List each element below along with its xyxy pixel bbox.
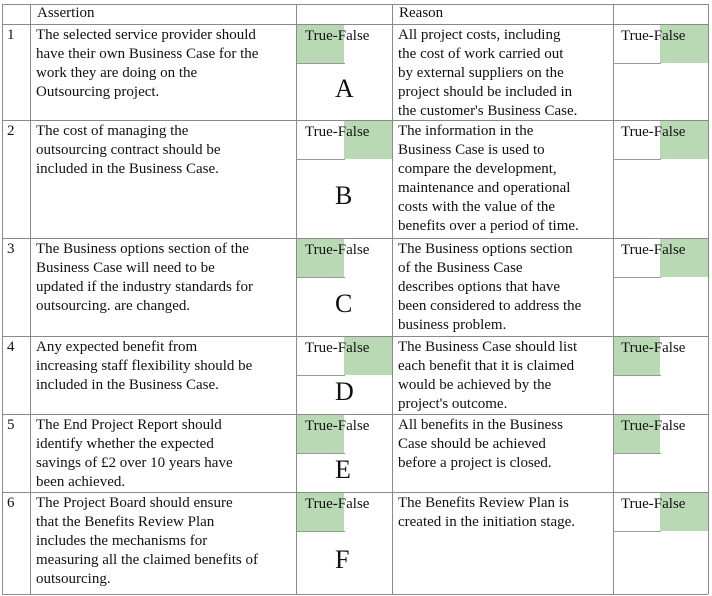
false-option[interactable]: False xyxy=(653,418,686,434)
false-option[interactable]: False xyxy=(653,124,686,140)
option-separator: - xyxy=(332,418,338,434)
statement-letter: F xyxy=(335,545,350,574)
reason-line: Case should be achieved xyxy=(398,436,546,452)
true-option[interactable]: True xyxy=(621,242,649,258)
true-false-label xyxy=(621,27,712,46)
reason-line: the customer's Business Case. xyxy=(398,103,578,119)
true-option[interactable]: True xyxy=(305,28,333,44)
true-option[interactable]: True xyxy=(305,418,333,434)
assertion-true-false-choice[interactable] xyxy=(297,337,392,375)
true-false-label xyxy=(305,417,400,436)
option-separator: - xyxy=(332,242,338,258)
reason-text xyxy=(398,494,612,532)
assertion-text xyxy=(36,494,295,589)
assertion-line: been achieved. xyxy=(36,474,126,490)
assertion-true-false-choice[interactable] xyxy=(297,239,392,277)
reason-line: The Business options section xyxy=(398,241,573,257)
true-option[interactable]: True xyxy=(621,124,649,140)
false-option[interactable]: False xyxy=(337,28,370,44)
false-option[interactable]: False xyxy=(337,124,370,140)
header-assertion: Assertion xyxy=(37,5,95,21)
assertion-true-false-choice[interactable] xyxy=(297,25,392,63)
reason-true-false-choice[interactable] xyxy=(614,337,708,375)
assertion-line: Business Case will need to be xyxy=(36,260,215,276)
assertion-line: Outsourcing project. xyxy=(36,84,160,100)
true-option[interactable]: True xyxy=(621,418,649,434)
reason-line: before a project is closed. xyxy=(398,455,552,471)
assertion-line: The cost of managing the xyxy=(36,123,189,139)
reason-line: The Benefits Review Plan is xyxy=(398,495,569,511)
reason-true-false-choice[interactable] xyxy=(614,493,708,531)
reason-line: been considered to address the xyxy=(398,298,582,314)
true-option[interactable]: True xyxy=(305,124,333,140)
assertion-true-false-choice[interactable] xyxy=(297,493,392,531)
true-false-label xyxy=(621,495,712,514)
statement-letter: E xyxy=(335,455,351,484)
assertion-text xyxy=(36,26,295,102)
true-false-label xyxy=(305,123,400,142)
row-number: 1 xyxy=(7,27,15,43)
choice-divider xyxy=(614,159,661,160)
assertion-line: Any expected benefit from xyxy=(36,339,198,355)
assertion-line: included in the Business Case. xyxy=(36,161,219,177)
reason-text xyxy=(398,338,612,414)
true-false-label xyxy=(305,241,400,260)
assertion-line: The Business options section of the xyxy=(36,241,249,257)
choice-divider xyxy=(297,531,345,532)
reason-line: of the Business Case xyxy=(398,260,523,276)
false-option[interactable]: False xyxy=(653,340,686,356)
choice-divider xyxy=(614,531,661,532)
reason-line: maintenance and operational xyxy=(398,180,571,196)
reason-line: Business Case is used to xyxy=(398,142,545,158)
row-number: 3 xyxy=(7,241,15,257)
assertion-line: The Project Board should ensure xyxy=(36,495,233,511)
option-separator: - xyxy=(648,340,654,356)
choice-divider xyxy=(614,375,661,376)
statement-letter: B xyxy=(335,181,353,210)
option-separator: - xyxy=(332,496,338,512)
true-option[interactable]: True xyxy=(305,340,333,356)
reason-text xyxy=(398,122,612,236)
choice-divider xyxy=(614,63,661,64)
assertion-line: The End Project Report should xyxy=(36,417,222,433)
true-option[interactable]: True xyxy=(621,496,649,512)
assertion-line: outsourcing. are changed. xyxy=(36,298,191,314)
statement-letter: C xyxy=(335,289,353,318)
option-separator: - xyxy=(648,418,654,434)
statement-letter: A xyxy=(335,74,354,103)
reason-true-false-choice[interactable] xyxy=(614,121,708,159)
false-option[interactable]: False xyxy=(337,242,370,258)
assertion-line: identify whether the expected xyxy=(36,436,214,452)
true-false-label xyxy=(305,495,400,514)
assertion-text xyxy=(36,122,295,179)
reason-line: each benefit that it is claimed xyxy=(398,358,575,374)
reason-line: costs with the value of the xyxy=(398,199,556,215)
true-false-label xyxy=(621,241,712,260)
assertion-line: savings of £2 over 10 years have xyxy=(36,455,233,471)
reason-line: business problem. xyxy=(398,317,507,333)
reason-line: project's outcome. xyxy=(398,396,508,412)
assertion-line: updated if the industry standards for xyxy=(36,279,254,295)
reason-true-false-choice[interactable] xyxy=(614,25,708,63)
option-separator: - xyxy=(648,124,654,140)
choice-divider xyxy=(297,453,345,454)
reason-line: by external suppliers on the xyxy=(398,65,564,81)
true-false-label xyxy=(621,417,712,436)
table-row-rule xyxy=(2,4,708,5)
assertion-text xyxy=(36,416,295,492)
reason-line: project should be included in xyxy=(398,84,573,100)
false-option[interactable]: False xyxy=(653,242,686,258)
option-separator: - xyxy=(332,28,338,44)
row-number: 2 xyxy=(7,123,15,139)
true-false-label xyxy=(621,339,712,358)
option-separator: - xyxy=(648,28,654,44)
false-option[interactable]: False xyxy=(337,340,370,356)
false-option[interactable]: False xyxy=(337,418,370,434)
choice-divider xyxy=(297,159,345,160)
assertion-line: The selected service provider should xyxy=(36,27,256,43)
true-option[interactable]: True xyxy=(305,242,333,258)
reason-line: The information in the xyxy=(398,123,534,139)
reason-line: created in the initiation stage. xyxy=(398,514,576,530)
reason-line: The Business Case should list xyxy=(398,339,578,355)
assertion-true-false-choice[interactable] xyxy=(297,121,392,159)
reason-line: describes options that have xyxy=(398,279,561,295)
choice-divider xyxy=(614,277,661,278)
table-column-rule xyxy=(2,4,3,594)
reason-line: the cost of work carried out xyxy=(398,46,564,62)
reason-line: would be achieved by the xyxy=(398,377,552,393)
true-false-label xyxy=(305,27,400,46)
option-separator: - xyxy=(648,496,654,512)
option-separator: - xyxy=(332,340,338,356)
reason-line: All benefits in the Business xyxy=(398,417,563,433)
statement-letter: D xyxy=(335,377,354,406)
reason-true-false-choice[interactable] xyxy=(614,239,708,277)
assertion-line: included in the Business Case. xyxy=(36,377,219,393)
assertion-line: have their own Business Case for the xyxy=(36,46,259,62)
reason-text xyxy=(398,240,612,335)
option-separator: - xyxy=(648,242,654,258)
assertion-line: includes the mechanisms for xyxy=(36,533,208,549)
choice-divider xyxy=(297,375,345,376)
assertion-text xyxy=(36,338,295,395)
reason-text xyxy=(398,416,612,473)
true-option[interactable]: True xyxy=(305,496,333,512)
assertion-text xyxy=(36,240,295,316)
choice-divider xyxy=(297,63,345,64)
assertion-line: that the Benefits Review Plan xyxy=(36,514,215,530)
reason-text xyxy=(398,26,612,121)
row-number: 5 xyxy=(7,417,15,433)
assertion-line: increasing staff flexibility should be xyxy=(36,358,253,374)
true-false-label xyxy=(621,123,712,142)
true-option[interactable]: True xyxy=(621,28,649,44)
assertion-line: work they are doing on the xyxy=(36,65,198,81)
reason-line: compare the development, xyxy=(398,161,557,177)
false-option[interactable]: False xyxy=(653,28,686,44)
option-separator: - xyxy=(332,124,338,140)
table-row-rule xyxy=(2,594,708,595)
assertion-line: outsourcing. xyxy=(36,571,111,587)
reason-line: All project costs, including xyxy=(398,27,561,43)
assertion-true-false-choice[interactable] xyxy=(297,415,392,453)
assertion-line: measuring all the claimed benefits of xyxy=(36,552,259,568)
reason-true-false-choice[interactable] xyxy=(614,415,708,453)
choice-divider xyxy=(614,453,661,454)
assertion-line: outsourcing contract should be xyxy=(36,142,221,158)
reason-line: benefits over a period of time. xyxy=(398,218,579,234)
choice-divider xyxy=(297,277,345,278)
header-reason: Reason xyxy=(399,5,444,21)
table-column-rule xyxy=(30,4,31,594)
row-number: 6 xyxy=(7,495,15,511)
true-option[interactable]: True xyxy=(621,340,649,356)
row-number: 4 xyxy=(7,339,15,355)
false-option[interactable]: False xyxy=(337,496,370,512)
true-false-label xyxy=(305,339,400,358)
false-option[interactable]: False xyxy=(653,496,686,512)
